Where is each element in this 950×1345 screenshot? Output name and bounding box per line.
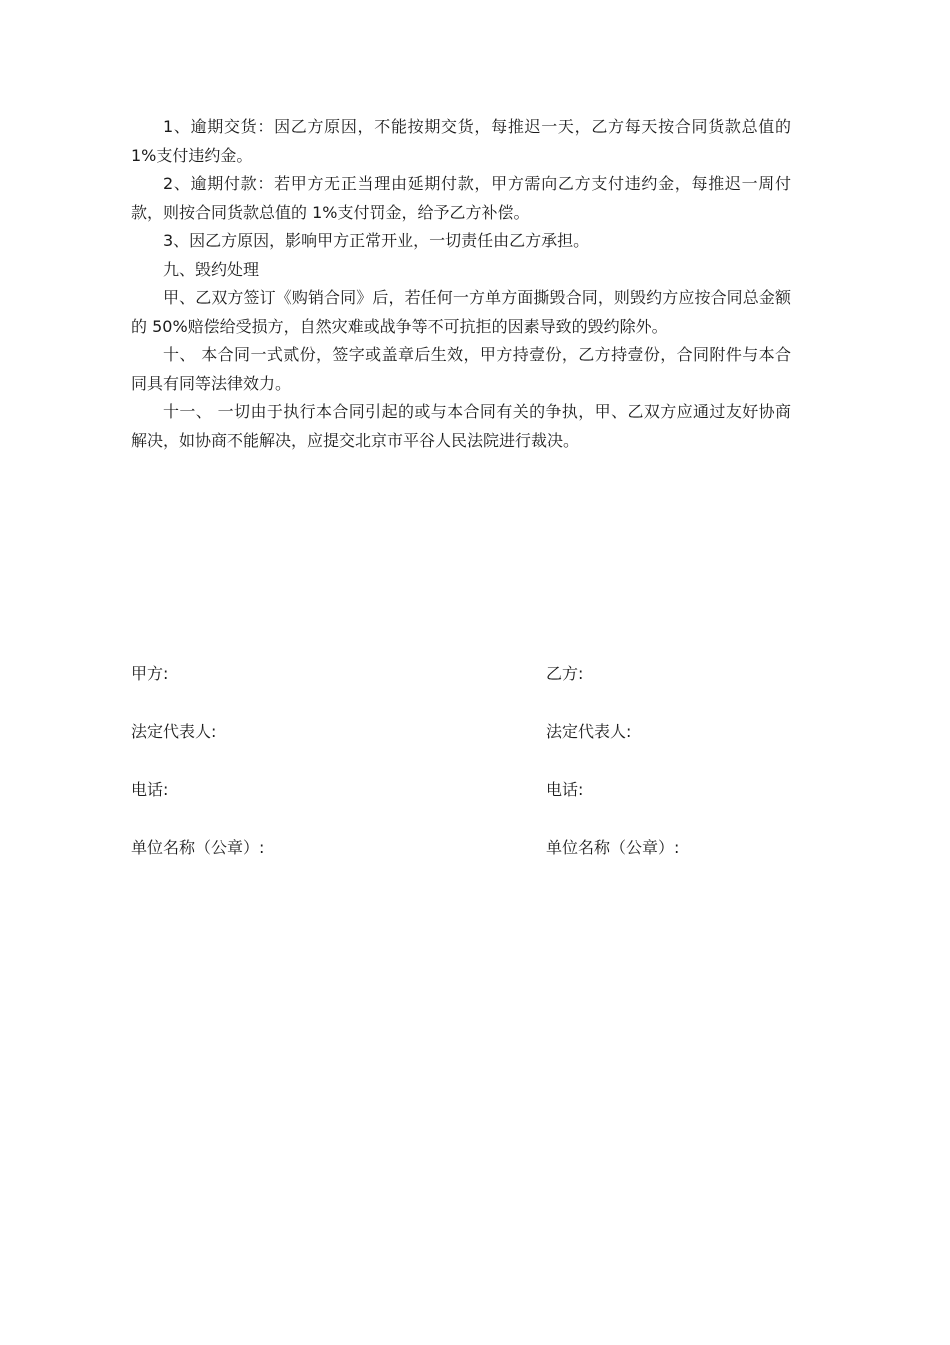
clause-dispute-resolution: 十一、 一切由于执行本合同引起的或与本合同有关的争执，甲、乙双方应通过友好协商解决，如协商不能解决，应提交北京市平谷人民法院进行裁决。	[131, 402, 791, 450]
clause-late-delivery: 1、逾期交货：因乙方原因，不能按期交货，每推迟一天，乙方每天按合同货款总值的 1%支付违约金。	[131, 117, 791, 165]
signature-block	[131, 660, 791, 892]
contract-body	[131, 113, 791, 455]
signature-row-phone	[131, 776, 791, 834]
party-a-label: 甲方:	[131, 664, 169, 683]
party-b-seal: 单位名称（公章）:	[546, 838, 680, 857]
party-b-label: 乙方:	[546, 664, 584, 683]
signature-row-representative	[131, 718, 791, 776]
party-a-phone: 电话:	[131, 780, 169, 799]
section-heading-breach: 九、毁约处理	[163, 259, 260, 279]
party-a-representative: 法定代表人:	[131, 722, 217, 741]
clause-opening-impact: 3、因乙方原因，影响甲方正常开业，一切责任由乙方承担。	[163, 231, 590, 250]
party-b-representative: 法定代表人:	[546, 722, 632, 741]
clause-breach-handling: 甲、乙双方签订《购销合同》后，若任何一方单方面撕毁合同，则毁约方应按合同总金额的 50%赔偿给受损方，自然灾难或战争等不可抗拒的因素导致的毁约除外。	[131, 288, 791, 336]
clause-late-payment: 2、逾期付款：若甲方无正当理由延期付款，甲方需向乙方支付违约金，每推迟一周付款，则按合同货款总值的 1%支付罚金，给予乙方补偿。	[131, 174, 791, 222]
clause-copies-validity: 十、 本合同一式贰份，签字或盖章后生效，甲方持壹份，乙方持壹份，合同附件与本合同具有同等法律效力。	[131, 345, 791, 393]
party-b-phone: 电话:	[546, 780, 584, 799]
signature-row-seal	[131, 834, 791, 892]
signature-row-party	[131, 660, 791, 718]
party-a-seal: 单位名称（公章）:	[131, 838, 265, 857]
